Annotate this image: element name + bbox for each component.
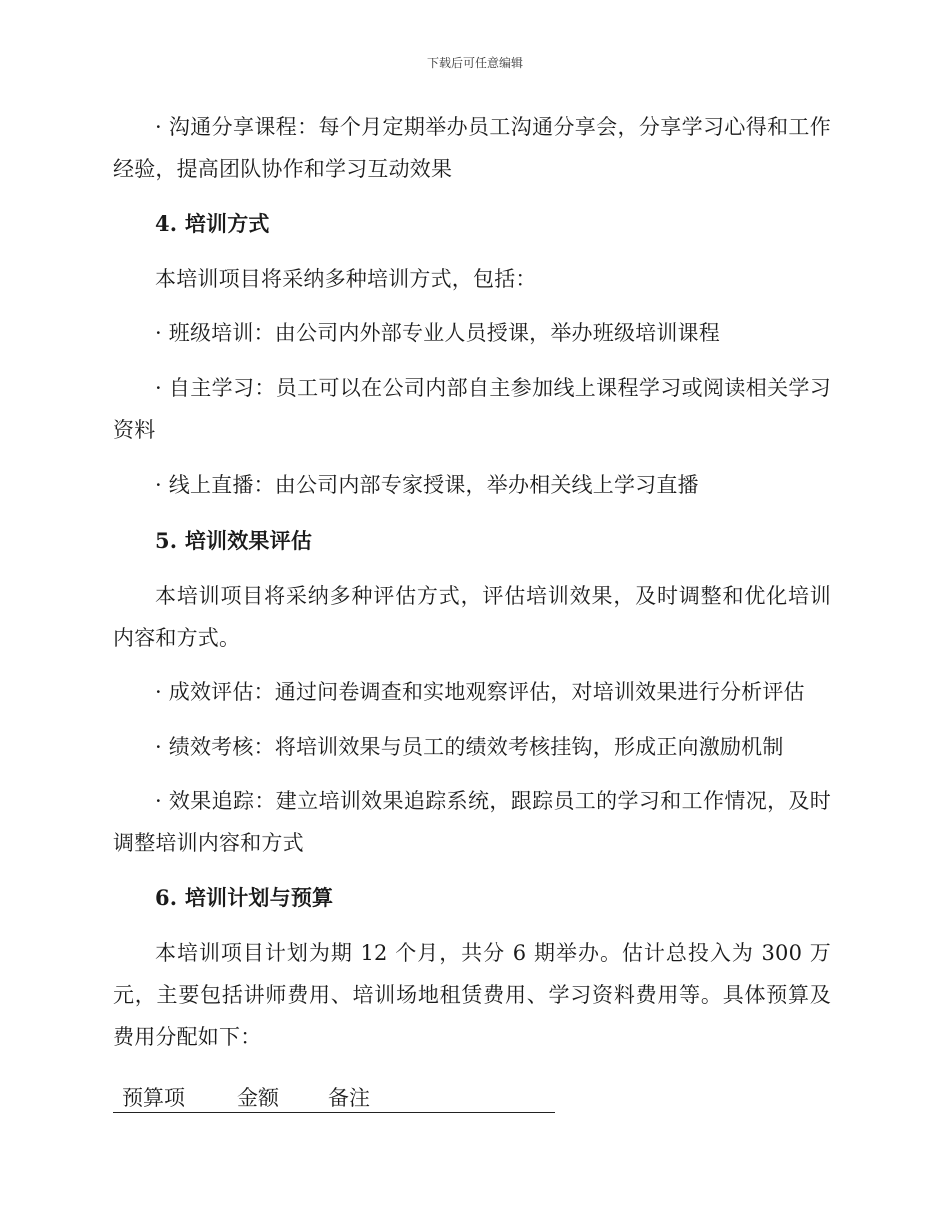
bullet-class-training: · 班级培训：由公司内外部专业人员授课，举办班级培训课程 [155, 321, 720, 345]
paragraph-training-method-intro: 本培训项目将采纳多种培训方式，包括： [155, 267, 537, 291]
bullet-outcome-evaluation: · 成效评估：通过问卷调查和实地观察评估，对培训效果进行分析评估 [155, 680, 805, 704]
page-header: 下载后可任意编辑 [426, 56, 523, 70]
table-header-amount: 金额 [237, 1086, 279, 1110]
heading-plan-budget: 6. 培训计划与预算 [155, 885, 334, 910]
bullet-performance-review: · 绩效考核：将培训效果与员工的绩效考核挂钩，形成正向激励机制 [155, 735, 784, 759]
table-header-budget-item: 预算项 [122, 1086, 185, 1110]
heading-training-method: 4. 培训方式 [155, 211, 270, 236]
bullet-live-stream: · 线上直播：由公司内部专家授课，举办相关线上学习直播 [155, 473, 699, 497]
budget-table-header [113, 1078, 555, 1113]
bullet-effect-tracking: · 效果追踪：建立培训效果追踪系统，跟踪员工的学习和工作情况，及时调整培训内容和方式 [113, 789, 831, 855]
bullet-self-study: · 自主学习：员工可以在公司内部自主参加线上课程学习或阅读相关学习资料 [113, 376, 831, 442]
table-header-remarks: 备注 [328, 1086, 370, 1110]
paragraph-evaluation-intro: 本培训项目将采纳多种评估方式，评估培训效果，及时调整和优化培训内容和方式。 [113, 584, 831, 650]
bullet-communication-sharing: · 沟通分享课程：每个月定期举办员工沟通分享会，分享学习心得和工作经验，提高团队协作和学习互动效果 [113, 115, 831, 181]
heading-effect-evaluation: 5. 培训效果评估 [155, 528, 313, 553]
paragraph-plan-budget: 本培训项目计划为期 12 个月，共分 6 期举办。估计总投入为 300 万元，主要包括讲师费用、培训场地租赁费用、学习资料费用等。具体预算及费用分配如下： [113, 941, 831, 1049]
